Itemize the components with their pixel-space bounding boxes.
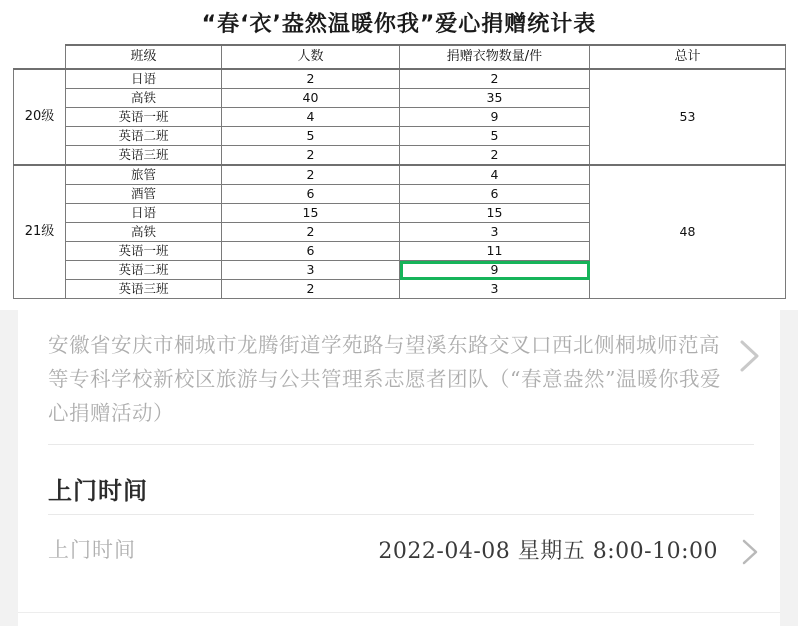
address-row[interactable]: [18, 310, 780, 444]
address-text: 安徽省安庆市桐城市龙腾街道学苑路与望溪东路交叉口西北侧桐城师范高等专科学校新校区旅游与公共管理系志愿者团队（“春意盎然”温暖你我爱心捐赠活动）: [48, 333, 721, 425]
visit-time-label: 上门时间: [48, 538, 136, 562]
grade-label-20: 20级: [14, 69, 66, 165]
people-count: 6: [222, 185, 400, 204]
people-count: 2: [222, 69, 400, 89]
bottom-strip: [0, 612, 798, 626]
table-header-cell-blank: [14, 45, 66, 69]
group-total-21: 48: [590, 165, 786, 299]
donation-statistics-table: [13, 44, 786, 299]
people-count: 6: [222, 242, 400, 261]
class-name: 日语: [66, 204, 222, 223]
items-count: 2: [400, 146, 590, 166]
items-count: 3: [400, 223, 590, 242]
class-name: 英语三班: [66, 146, 222, 166]
address-chevron-right-icon[interactable]: [730, 328, 770, 378]
mobile-app-panel: [0, 310, 798, 626]
table-header-cell-people: 人数: [222, 45, 400, 69]
class-name: 高铁: [66, 89, 222, 108]
people-count: 2: [222, 165, 400, 185]
class-name: 酒管: [66, 185, 222, 204]
items-count: 3: [400, 280, 590, 299]
people-count: 4: [222, 108, 400, 127]
people-count: 40: [222, 89, 400, 108]
people-count: 2: [222, 223, 400, 242]
visit-time-chevron-right-icon[interactable]: [730, 529, 770, 569]
people-count: 2: [222, 146, 400, 166]
people-count: 2: [222, 280, 400, 299]
statistics-table-screenshot: [0, 0, 798, 310]
grade-label-21: 21级: [14, 165, 66, 299]
class-name: 高铁: [66, 223, 222, 242]
items-count: 5: [400, 127, 590, 146]
page-title: “春‘衣’盎然温暖你我”爱心捐赠统计表: [201, 12, 597, 37]
people-count: 5: [222, 127, 400, 146]
visit-time-row[interactable]: [18, 515, 780, 587]
visit-time-value: 2022-04-08 星期五 8:00-10:00: [378, 538, 718, 564]
items-count: 11: [400, 242, 590, 261]
items-count-highlighted: 9: [400, 261, 590, 280]
class-name: 旅管: [66, 165, 222, 185]
items-count: 15: [400, 204, 590, 223]
table-header-cell-class: 班级: [66, 45, 222, 69]
table-row: [14, 69, 786, 89]
group-total-20: 53: [590, 69, 786, 165]
app-card: [18, 310, 780, 626]
class-name: 日语: [66, 69, 222, 89]
class-name: 英语一班: [66, 242, 222, 261]
class-name: 英语二班: [66, 127, 222, 146]
class-name: 英语一班: [66, 108, 222, 127]
class-name: 英语二班: [66, 261, 222, 280]
section-title-visit-time: 上门时间: [48, 477, 148, 505]
items-count: 2: [400, 69, 590, 89]
people-count: 3: [222, 261, 400, 280]
items-count: 9: [400, 108, 590, 127]
items-count: 35: [400, 89, 590, 108]
items-count: 6: [400, 185, 590, 204]
people-count: 15: [222, 204, 400, 223]
table-header-cell-items: 捐赠衣物数量/件: [400, 45, 590, 69]
table-row: [14, 165, 786, 185]
table-header-row: [14, 45, 786, 69]
class-name: 英语三班: [66, 280, 222, 299]
items-count: 4: [400, 165, 590, 185]
table-header-cell-total: 总计: [590, 45, 786, 69]
